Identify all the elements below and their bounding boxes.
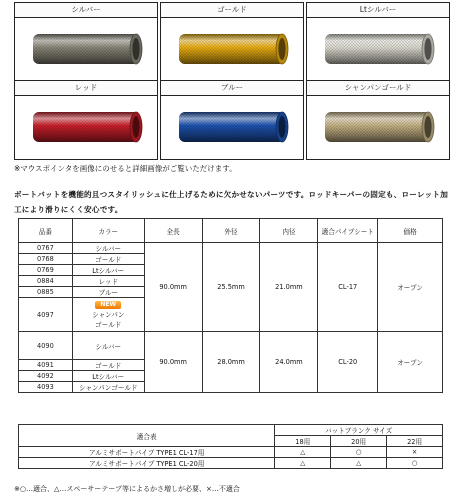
outer-diameter-value: 25.5mm [202,243,260,332]
product-color: ゴールド [72,360,144,371]
gallery-item-blue[interactable] [160,80,304,160]
product-code: 4091 [19,360,73,371]
header-price: 価格 [378,219,443,243]
inner-diameter-value: 24.0mm [260,332,318,393]
product-color: シルバー [72,332,144,360]
seat-value: CL-20 [318,332,378,393]
price-value: オープン [378,243,443,332]
product-color: ブルー [72,287,144,298]
compat-group-header: バットブランク サイズ [275,425,443,436]
header-seat: 適合パイプシート [318,219,378,243]
product-color: Ltシルバー [72,265,144,276]
product-color: Ltシルバー [72,371,144,382]
gallery-item-gold[interactable] [160,2,304,82]
size-18: 18用 [275,436,331,447]
hover-note: ※マウスポインタを画像にのせると詳細画像がご覧いただけます。 [14,164,237,173]
product-image-silver [15,18,157,81]
gallery-label: Ltシルバー [307,3,449,18]
product-code: 0769 [19,265,73,276]
product-color: ゴールド [72,254,144,265]
product-image-blue [161,96,303,159]
length-value: 90.0mm [144,332,202,393]
tube-bore [132,38,139,60]
header-inner-diameter: 内径 [260,219,318,243]
tube-knurl [33,34,139,64]
product-code: 4097 [19,298,73,332]
compat-value: × [387,447,443,458]
tube-knurl [179,112,285,142]
header-color: カラー [72,219,144,243]
compat-item-name: アルミサポートパイプ TYPE1 CL-17用 [19,447,275,458]
product-code: 0884 [19,276,73,287]
gallery-label: シャンパンゴールド [307,81,449,96]
header-outer-diameter: 外径 [202,219,260,243]
gallery-item-champagne-gold[interactable] [306,80,450,160]
header-code: 品番 [19,219,73,243]
product-image-gold [161,18,303,81]
product-image-champagne-gold [307,96,449,159]
product-code: 0885 [19,287,73,298]
tube-knurl [325,112,431,142]
table-row [19,332,443,360]
compat-item-name: アルミサポートパイプ TYPE1 CL-20用 [19,458,275,469]
product-code: 0768 [19,254,73,265]
product-image-lt-silver [307,18,449,81]
product-code: 4090 [19,332,73,360]
gallery-label: ゴールド [161,3,303,18]
header-length: 全長 [144,219,202,243]
product-color: レッド [72,276,144,287]
tube-bore [278,38,285,60]
product-color: シャンパンゴールド [72,382,144,393]
product-color-line2: ゴールド [95,321,122,329]
tube-bore [132,116,139,138]
compat-value: △ [275,458,331,469]
compat-table [18,424,443,469]
product-description: ボートバットを機能的且つスタイリッシュに仕上げるために欠かせないパーツです。ロッドキーパーの固定も、ローレット加工により滑りにくく安心です。 [14,190,449,214]
size-22: 22用 [387,436,443,447]
inner-diameter-value: 21.0mm [260,243,318,332]
spec-header-row [19,219,443,243]
compat-header-row [19,425,443,436]
tube-knurl [179,34,285,64]
product-image-red [15,96,157,159]
gallery-label: レッド [15,81,157,96]
product-color-new [72,298,144,332]
product-color-line1: シャンパン [92,311,125,319]
gallery-item-lt-silver[interactable] [306,2,450,82]
new-badge: NEW [95,301,121,309]
compat-value: △ [275,447,331,458]
seat-value: CL-17 [318,243,378,332]
tube-knurl [33,112,139,142]
table-row [19,447,443,458]
size-20: 20用 [331,436,387,447]
tube-bore [278,116,285,138]
tube-bore [424,38,431,60]
outer-diameter-value: 28.0mm [202,332,260,393]
product-code: 4093 [19,382,73,393]
compat-title: 適合表 [19,425,275,447]
gallery-item-red[interactable] [14,80,158,160]
compat-value: ○ [331,447,387,458]
compat-value: △ [331,458,387,469]
tube-bore [424,116,431,138]
gallery-label: ブルー [161,81,303,96]
gallery-item-silver[interactable] [14,2,158,82]
table-row [19,243,443,254]
length-value: 90.0mm [144,243,202,332]
product-color: シルバー [72,243,144,254]
compat-value: ○ [387,458,443,469]
spec-table [18,218,443,393]
gallery-label: シルバー [15,3,157,18]
compat-legend-note: ※○…適合、△…スペーサーテープ等によるかさ増しが必要、×…不適合 [14,485,240,493]
product-code: 4092 [19,371,73,382]
price-value: オープン [378,332,443,393]
product-code: 0767 [19,243,73,254]
tube-knurl [325,34,431,64]
table-row [19,458,443,469]
